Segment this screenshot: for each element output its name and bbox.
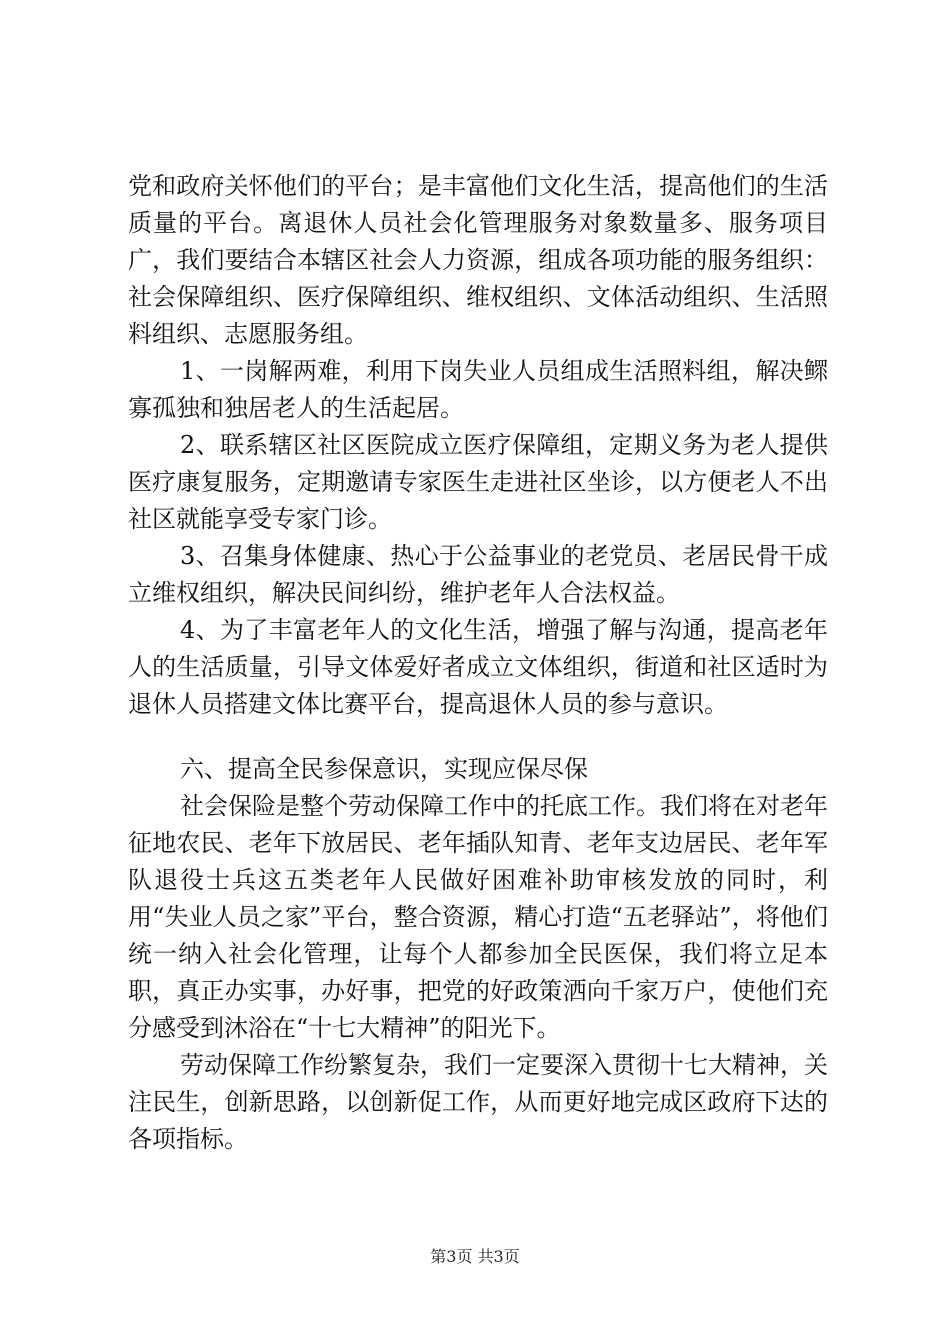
document-body — [128, 168, 828, 1158]
paragraph-continued: 党和政府关怀他们的平台；是丰富他们文化生活，提高他们的生活质量的平台。离退休人员社会化管理服务对象数量多、服务项目广，我们要结合本辖区社会人力资源，组成各项功能的服务组织：社会保障组织、医疗保障组织、维权组织、文体活动组织、生活照料组织、志愿服务组。 — [128, 172, 828, 348]
paragraph-conclusion: 劳动保障工作纷繁复杂，我们一定要深入贯彻十七大精神，关注民生，创新思路，以创新促工作，从而更好地完成区政府下达的各项指标。 — [128, 1051, 828, 1153]
paragraph-item-1: 1、一岗解两难，利用下岗失业人员组成生活照料组，解决鳏寡孤独和独居老人的生活起居。 — [128, 357, 828, 422]
paragraph-item-4: 4、为了丰富老年人的文化生活，增强了解与沟通，提高老年人的生活质量，引导文体爱好者成立文体组织，街道和社区适时为退休人员搭建文体比赛平台，提高退休人员的参与意识。 — [128, 616, 828, 718]
paragraph-item-2: 2、联系辖区社区医院成立医疗保障组，定期义务为老人提供医疗康复服务，定期邀请专家医生走进社区坐诊，以方便老人不出社区就能享受专家门诊。 — [128, 431, 828, 533]
page-footer: 第3页 共3页 — [430, 1247, 520, 1266]
section-heading-6: 六、提高全民参保意识，实现应保尽保 — [180, 755, 588, 783]
paragraph-social-insurance: 社会保险是整个劳动保障工作中的托底工作。我们将在对老年征地农民、老年下放居民、老年插队知青、老年支边居民、老年军队退役士兵这五类老年人民做好困难补助审核发放的同时，利用“失业人员之家”平台，整合资源，精心打造“五老驿站”，将他们统一纳入社会化管理，让每个人都参加全民医保，我们将立足本职，真正办实事，办好事，把党的好政策洒向千家万户，使他们充分感受到沐浴在“十七大精神”的阳光下。 — [128, 792, 828, 1042]
paragraph-item-3: 3、召集身体健康、热心于公益事业的老党员、老居民骨干成立维权组织，解决民间纠纷，维护老年人合法权益。 — [128, 542, 828, 607]
